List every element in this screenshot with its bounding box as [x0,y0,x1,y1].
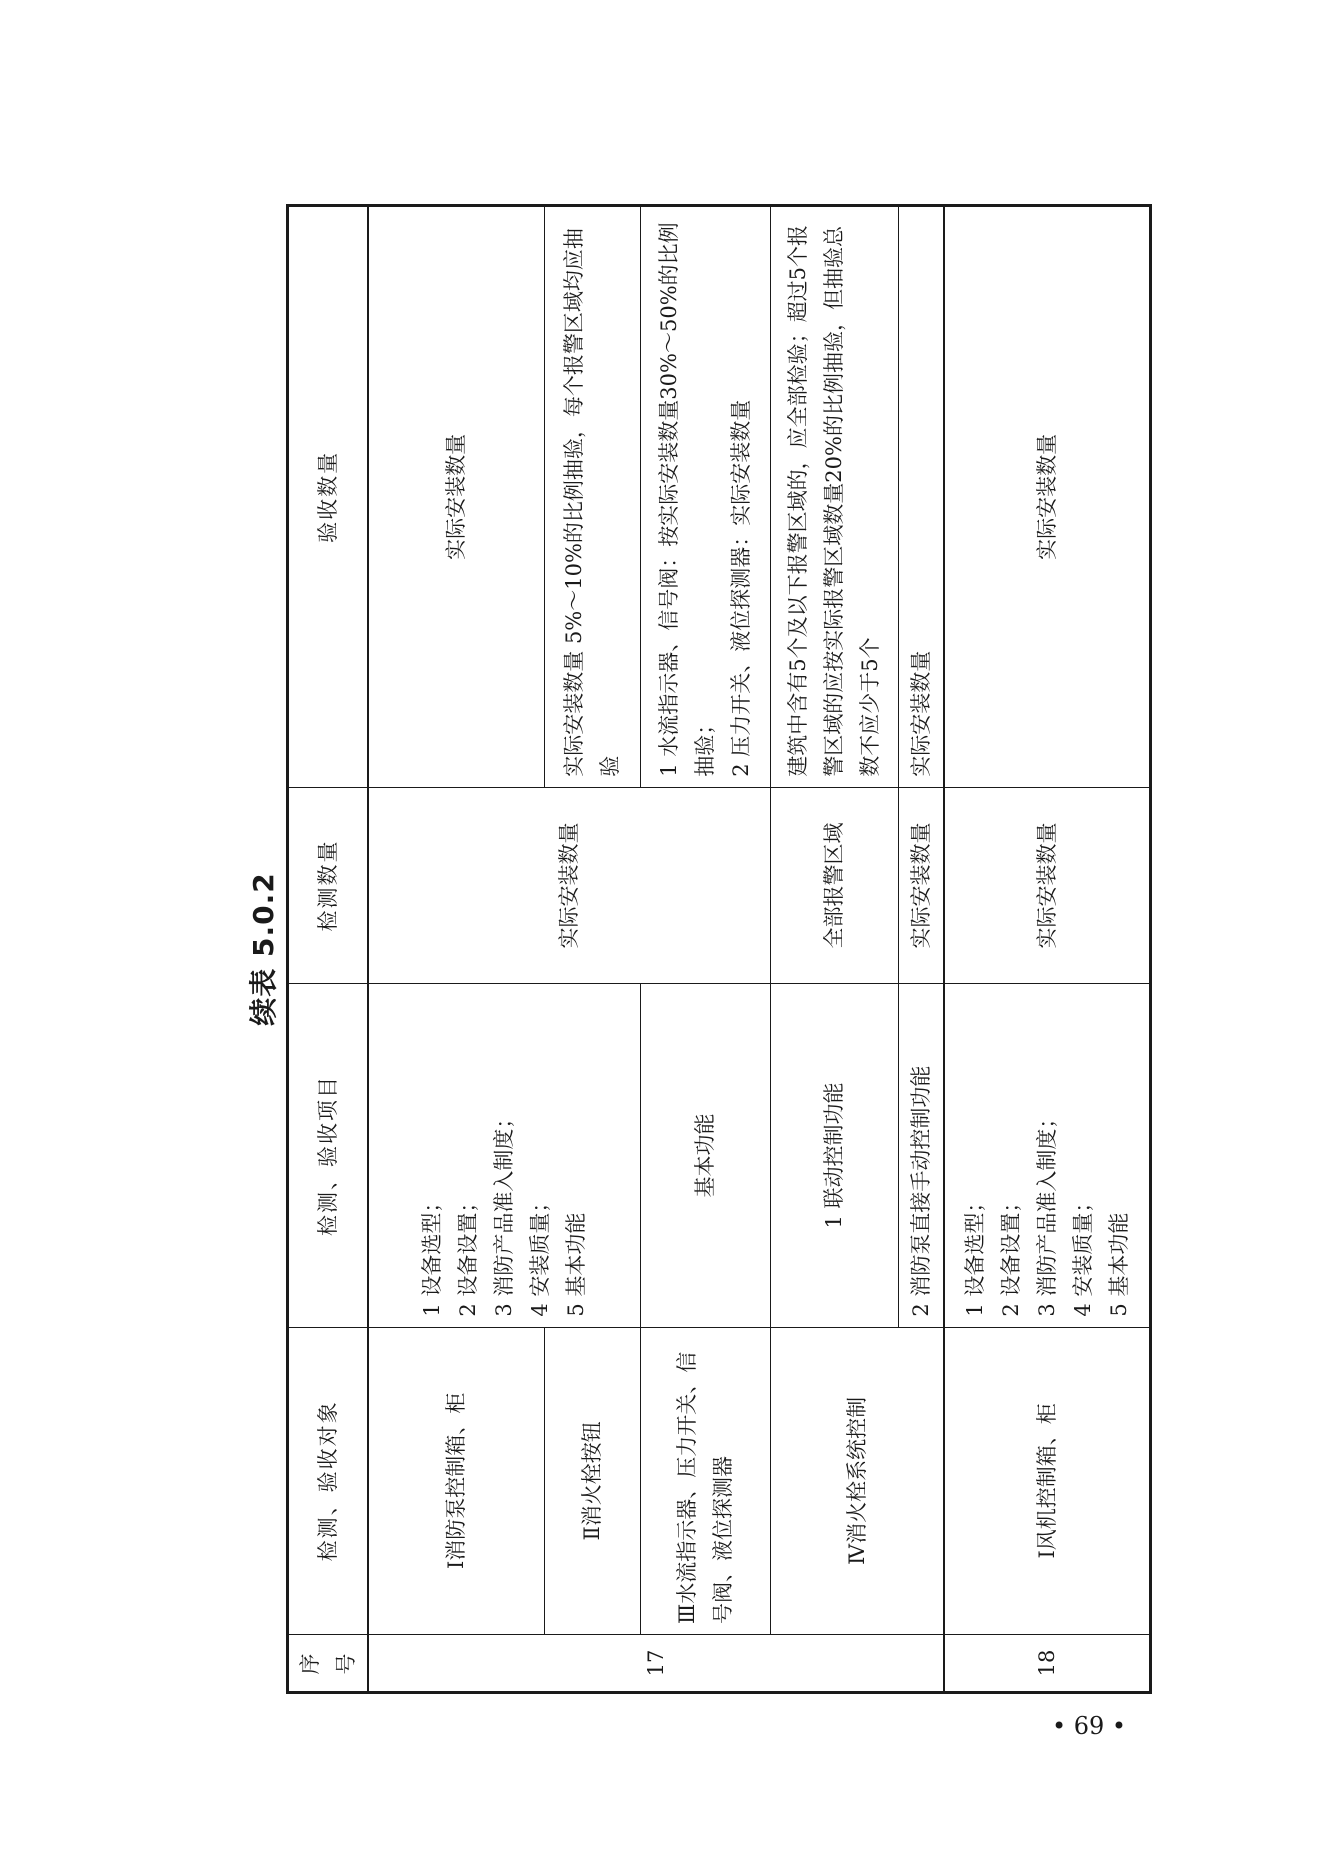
accept-cell: 建筑中含有5个及以下报警区域的，应全部检验；超过5个报警区域的应按实际报警区域数量20%的比例抽验，但抽验总数不应少于5个 [770,206,898,788]
header-accept-qty: 验收数量 [288,206,369,788]
list-item: 4 安装质量； [528,1191,553,1317]
items-cell [944,984,1150,1327]
accept-cell: 实际安装数量 [368,206,544,788]
items-cell: 2 消防泵直接手动控制功能 [898,984,944,1327]
table-row [770,206,898,1693]
seq-cell: 18 [944,1635,1150,1693]
list-item: 5 基本功能 [1106,1212,1131,1317]
object-cell: Ⅳ消火栓系统控制 [770,1327,944,1634]
items-cell [368,984,640,1327]
header-seq: 序号 [288,1635,369,1693]
list-item: 2 设备设置； [456,1191,481,1317]
accept-cell [640,206,770,788]
object-cell: Ⅰ消防泵控制箱、柜 [368,1327,544,1634]
header-row [288,206,369,1693]
rotated-page-content [244,204,1159,1694]
header-object: 检测、验收对象 [288,1327,369,1634]
accept-cell: 实际安装数量 [898,206,944,788]
accept-cell: 实际安装数量 [944,206,1150,788]
object-cell: Ⅱ消火栓按钮 [544,1327,640,1634]
detect-cell: 实际安装数量 [944,787,1150,984]
items-cell: 基本功能 [640,984,770,1327]
list-item: 1 水流指示器、信号阀：按实际安装数量30%～50%的比例抽验； [657,222,717,777]
acceptance-table [286,204,1152,1694]
table-row [944,206,1150,1693]
list-item: 1 设备选型； [962,1191,987,1317]
object-cell: Ⅰ风机控制箱、柜 [944,1327,1150,1634]
detect-cell: 全部报警区域 [770,787,898,984]
detect-cell: 实际安装数量 [898,787,944,984]
items-cell: 1 联动控制功能 [770,984,898,1327]
accept-cell: 实际安装数量 5%～10%的比例抽验，每个报警区域均应抽验 [544,206,640,788]
seq-cell: 17 [368,1635,944,1693]
page-number: • 69 • [1051,1712,1127,1740]
object-cell: Ⅲ水流指示器、压力开关、信号阀、液位探测器 [640,1327,770,1634]
header-detect-qty: 检测数量 [288,787,369,984]
list-item: 3 消防产品准入制度； [492,1107,517,1317]
list-item: 2 压力开关、液位探测器：实际安装数量 [729,399,753,777]
list-item: 4 安装质量； [1070,1191,1095,1317]
list-item: 5 基本功能 [564,1212,589,1317]
list-item: 1 设备选型； [420,1191,445,1317]
detect-cell: 实际安装数量 [368,787,770,984]
list-item: 2 设备设置； [998,1191,1023,1317]
list-item: 3 消防产品准入制度； [1034,1107,1059,1317]
header-items: 检测、验收项目 [288,984,369,1327]
table-row [368,206,544,1693]
table-caption: 续表 5.0.2 [247,872,280,1026]
